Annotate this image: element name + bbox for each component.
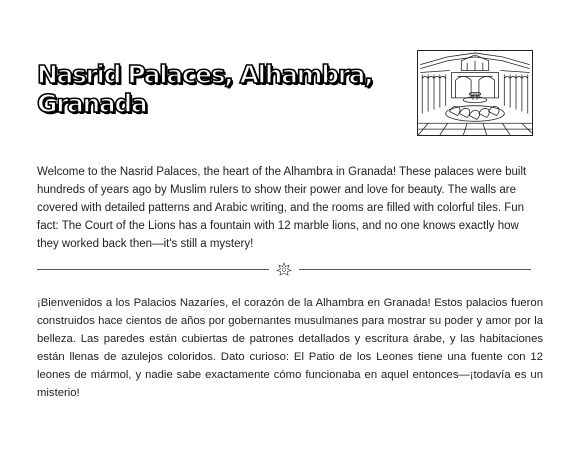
divider-line-left [37, 269, 269, 270]
english-paragraph: Welcome to the Nasrid Palaces, the heart of the Alhambra in Granada! These palaces were built hundreds of years ago by Muslim rulers to show their power and love for beauty. The walls are covered with detailed patterns and Arabic writing, and the rooms are filled with colorful tiles. Fun fact: The Court of the Lions has a fountain with 12 marble lions, and no one knows exactly how they worked back then—it's still a mystery! [37, 166, 527, 250]
spanish-paragraph: ¡Bienvenidos a los Palacios Nazaríes, el corazón de la Alhambra en Granada! Estos palacios fueron construidos hace cientos de años por gobernantes musulmanes para mostrar su poder y amor por la belleza. Las paredes están cubiertas de patrones detallados y escritura árabe, y las habitaciones están llenas de azulejos coloridos. Dato curioso: El Patio de los Leones tiene una fuente con 12 leones de mármol, y nadie sabe exactamente cómo funcionaba en aquel entonces—¡todavía es un misterio! [37, 297, 543, 399]
page-title: Nasrid Palaces, Alhambra, Granada [37, 60, 373, 118]
divider-line-right [299, 269, 531, 270]
court-of-the-lions-illustration-icon [417, 50, 533, 136]
section-divider [37, 262, 533, 276]
star-ornament-icon [276, 262, 292, 276]
